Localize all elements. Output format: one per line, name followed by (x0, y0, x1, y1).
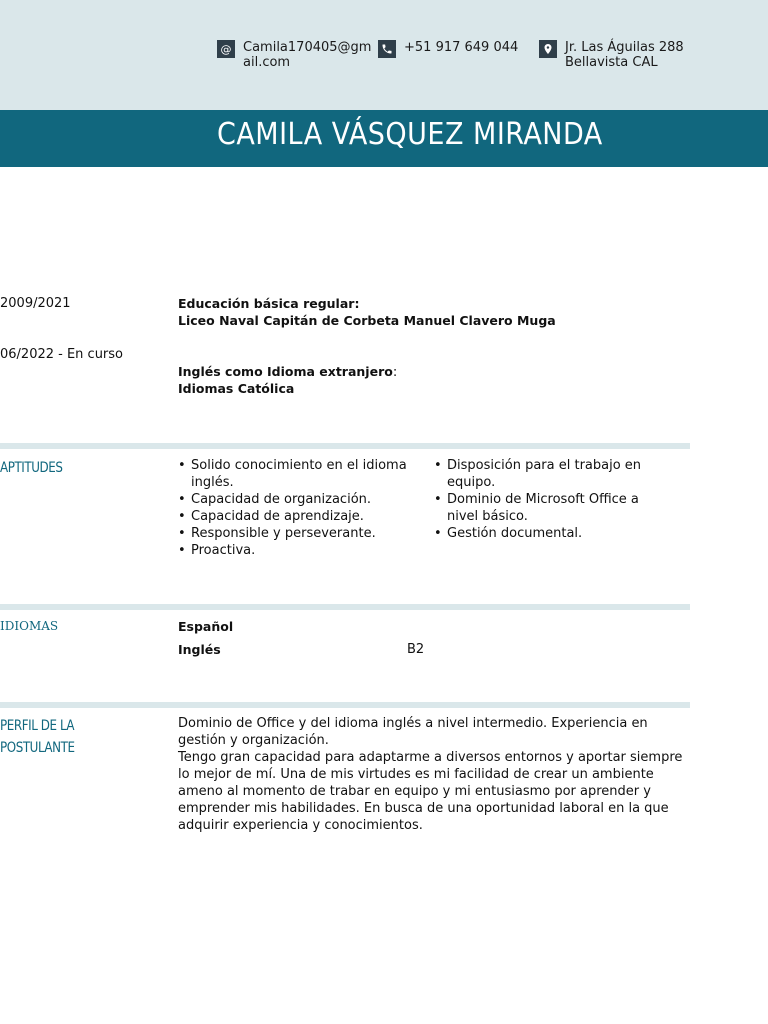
address-text: Jr. Las Águilas 288 Bellavista CAL (565, 40, 684, 70)
section-divider (0, 443, 690, 449)
perfil-text: Dominio de Office y del idioma inglés a nivel intermedio. Experiencia en gestión y organización. Tengo gran capacidad para adaptarme a diversos entornos y aportar siempre lo mejor de mí. Una de mis virtudes es mi facilidad de crear un ambiente ameno al momento de trabar en equipo y mi entusiasmo por aprender y emprender mis habilidades. En busca de una oportunidad laboral en la que adquirir experiencia y conocimientos. (178, 716, 683, 833)
education-title-2-suffix: : (392, 365, 398, 380)
language-level-2: B2 (407, 642, 425, 657)
language-name-1: Español (178, 619, 234, 634)
list-item: • Capacidad de organización. (178, 491, 418, 508)
education-institution-1: Liceo Naval Capitán de Corbeta Manuel Clavero Muga (178, 313, 556, 328)
list-item: • Dominio de Microsoft Office a nivel básico. (434, 491, 659, 525)
education-date-2: 06/2022 - En curso (0, 347, 124, 362)
aptitudes-list-left (178, 457, 418, 559)
list-item: • Capacidad de aprendizaje. (178, 508, 418, 525)
contact-address (539, 40, 684, 70)
at-icon: @ (217, 40, 235, 58)
aptitudes-title: APTITUDES (0, 460, 63, 476)
list-item: • Proactiva. (178, 542, 418, 559)
aptitudes-list-right (434, 457, 659, 542)
list-item: • Responsible y perseverante. (178, 525, 418, 542)
email-text: Camila170405@gm ail.com (243, 40, 372, 70)
education-date-1: 2009/2021 (0, 296, 71, 311)
phone-icon (378, 40, 396, 58)
perfil-title-line1: PERFIL DE LA (0, 718, 75, 734)
education-title-2: Inglés como Idioma extranjero (178, 364, 393, 379)
section-divider (0, 702, 690, 708)
education-title-1: Educación básica regular: (178, 296, 360, 311)
list-item: • Disposición para el trabajo en equipo. (434, 457, 659, 491)
list-item: • Gestión documental. (434, 525, 659, 542)
education-title-2-wrap (178, 363, 397, 381)
location-pin-icon (539, 40, 557, 58)
contact-phone[interactable] (378, 40, 518, 58)
language-name-2: Inglés (178, 642, 221, 657)
contact-email[interactable] (217, 40, 371, 70)
section-divider (0, 604, 690, 610)
idiomas-title: IDIOMAS (0, 619, 59, 633)
list-item: • Solido conocimiento en el idioma inglés. (178, 457, 418, 491)
education-institution-2: Idiomas Católica (178, 381, 295, 396)
phone-text: +51 917 649 044 (404, 40, 519, 55)
perfil-title-line2: POSTULANTE (0, 740, 75, 756)
candidate-name: CAMILA VÁSQUEZ MIRANDA (217, 117, 603, 152)
